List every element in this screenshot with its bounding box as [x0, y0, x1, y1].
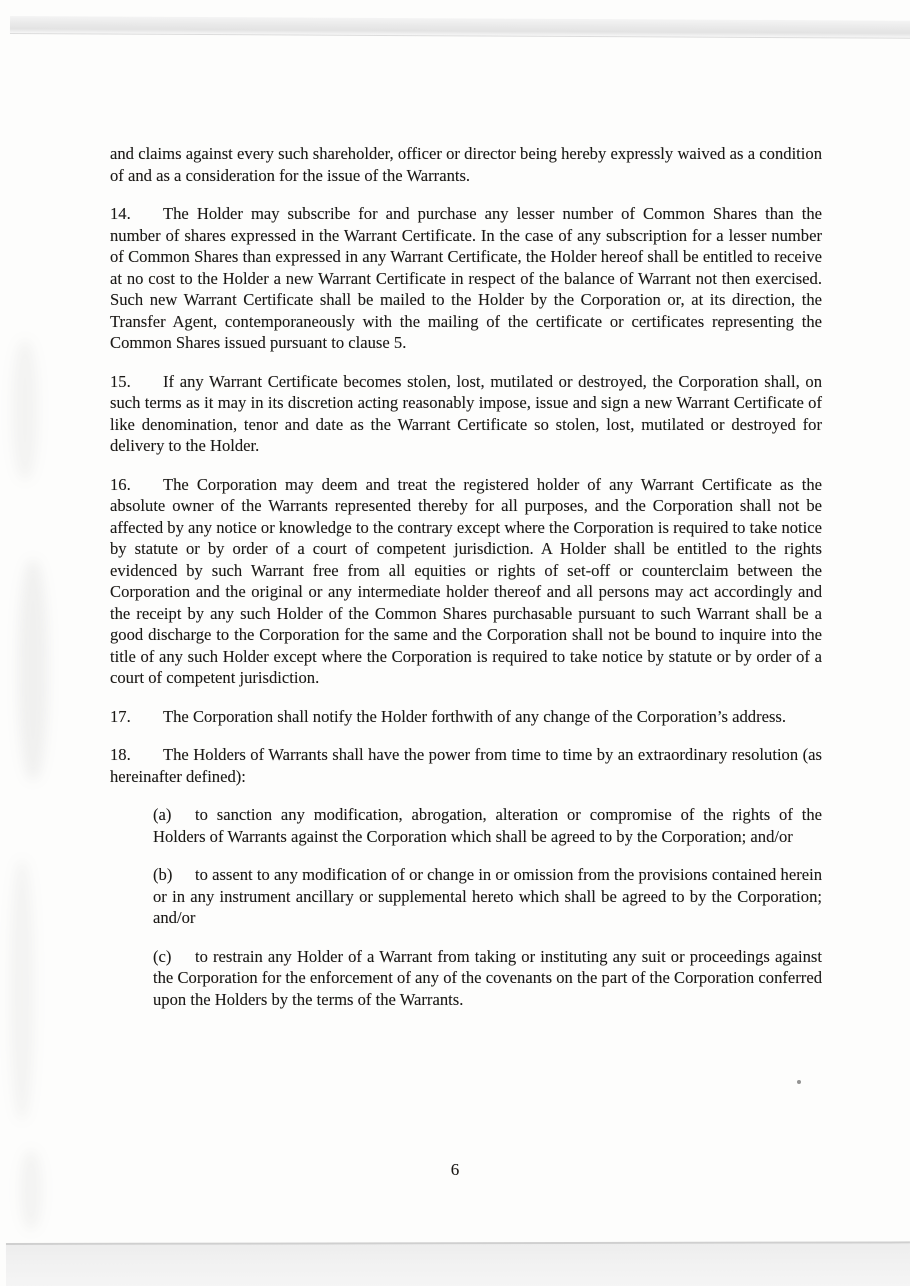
clause-number: 17.: [110, 706, 131, 726]
paragraph-text: to sanction any modification, abrogation, alteration or compromise of the rights of the Holders of Warrants against the Corporation which shall be agreed to by the Corporation; and/or: [153, 805, 822, 846]
paragraph-text: to restrain any Holder of a Warrant from taking or instituting any suit or proceedings against the Corporation for the enforcement of any of the covenants on the part of the Corporation conferred upon the Holders by the terms of the Warrants.: [153, 946, 822, 1009]
paragraph-clause-18: [110, 744, 822, 787]
paragraph-text: The Corporation may deem and treat the registered holder of any Warrant Certificate as the absolute owner of the Warrants represented thereby for all purposes, and the Corporation shall not be affected by any notice or knowledge to the contrary except where the Corporation is required to take notice by statute or by order of a court of competent jurisdiction. A Holder shall be entitled to the rights evidenced by such Warrant free from all equities or rights of set-off or counterclaim between the Corporation and the original or any intermediate holder thereof and all persons may act accordingly and the receipt by any such Holder of the Common Shares purchasable pursuant to such Warrant shall be a good discharge to the Corporation for the same and the Corporation shall not be bound to inquire into the title of any such Holder except where the Corporation is required to take notice by statute or by order of a court of competent jurisdiction.: [110, 474, 822, 687]
scan-artifact-top-band: [10, 16, 910, 39]
paragraph-text: The Holder may subscribe for and purchase any lesser number of Common Shares than the number of shares expressed in the Warrant Certificate. In the case of any subscription for a lesser number of Common Shares than expressed in any Warrant Certificate, the Holder hereof shall be entitled to receive at no cost to the Holder a new Warrant Certificate in respect of the balance of Warrant not then exercised. Such new Warrant Certificate shall be mailed to the Holder by the Corporation or, at its direction, the Transfer Agent, contemporaneously with the mailing of the certificate or certificates representing the Common Shares issued pursuant to clause 5.: [110, 204, 822, 352]
page-number: 6: [450, 1160, 460, 1179]
paragraph-text: and claims against every such shareholder, officer or director being hereby expressly waived as a condition of and as a consideration for the issue of the Warrants.: [110, 144, 822, 185]
document-body: [110, 143, 822, 1027]
clause-number: 16.: [110, 474, 131, 494]
paragraph-clause-17: [110, 706, 822, 728]
paragraph-text: The Holders of Warrants shall have the power from time to time by an extraordinary resolution (as hereinafter defined):: [110, 745, 822, 786]
paragraph-continuation: [110, 143, 822, 186]
scan-smudge: [12, 340, 38, 480]
clause-number: 14.: [110, 204, 131, 223]
paragraph-clause-16: [110, 474, 822, 689]
scan-smudge: [10, 860, 34, 1120]
subclause-letter: (c): [153, 946, 172, 966]
subclause-letter: (a): [153, 805, 172, 824]
scan-speck: [797, 1080, 801, 1084]
clause-number: 15.: [110, 371, 131, 391]
subclause-letter: (b): [153, 865, 173, 884]
paragraph-text: The Corporation shall notify the Holder forthwith of any change of the Corporation’s address.: [163, 706, 787, 726]
subclause-a: [153, 804, 822, 847]
subclause-c: [153, 946, 822, 1011]
subclause-b: [153, 864, 822, 929]
scan-artifact-bottom-band: [6, 1241, 910, 1286]
scan-smudge: [18, 560, 48, 780]
paragraph-clause-15: [110, 371, 822, 457]
paragraph-text: to assent to any modification of or change in or omission from the provisions contained herein or in any instrument ancillary or supplemental hereto which shall be agreed to by the Corporation; and/or: [153, 865, 822, 927]
clause-number: 18.: [110, 745, 131, 764]
paragraph-text: If any Warrant Certificate becomes stolen, lost, mutilated or destroyed, the Corporation shall, on such terms as it may in its discretion acting reasonably impose, issue and sign a new Warrant Certificate of like denomination, tenor and date as the Warrant Certificate so stolen, lost, mutilated or destroyed for delivery to the Holder.: [110, 371, 822, 455]
paragraph-clause-14: [110, 203, 822, 354]
